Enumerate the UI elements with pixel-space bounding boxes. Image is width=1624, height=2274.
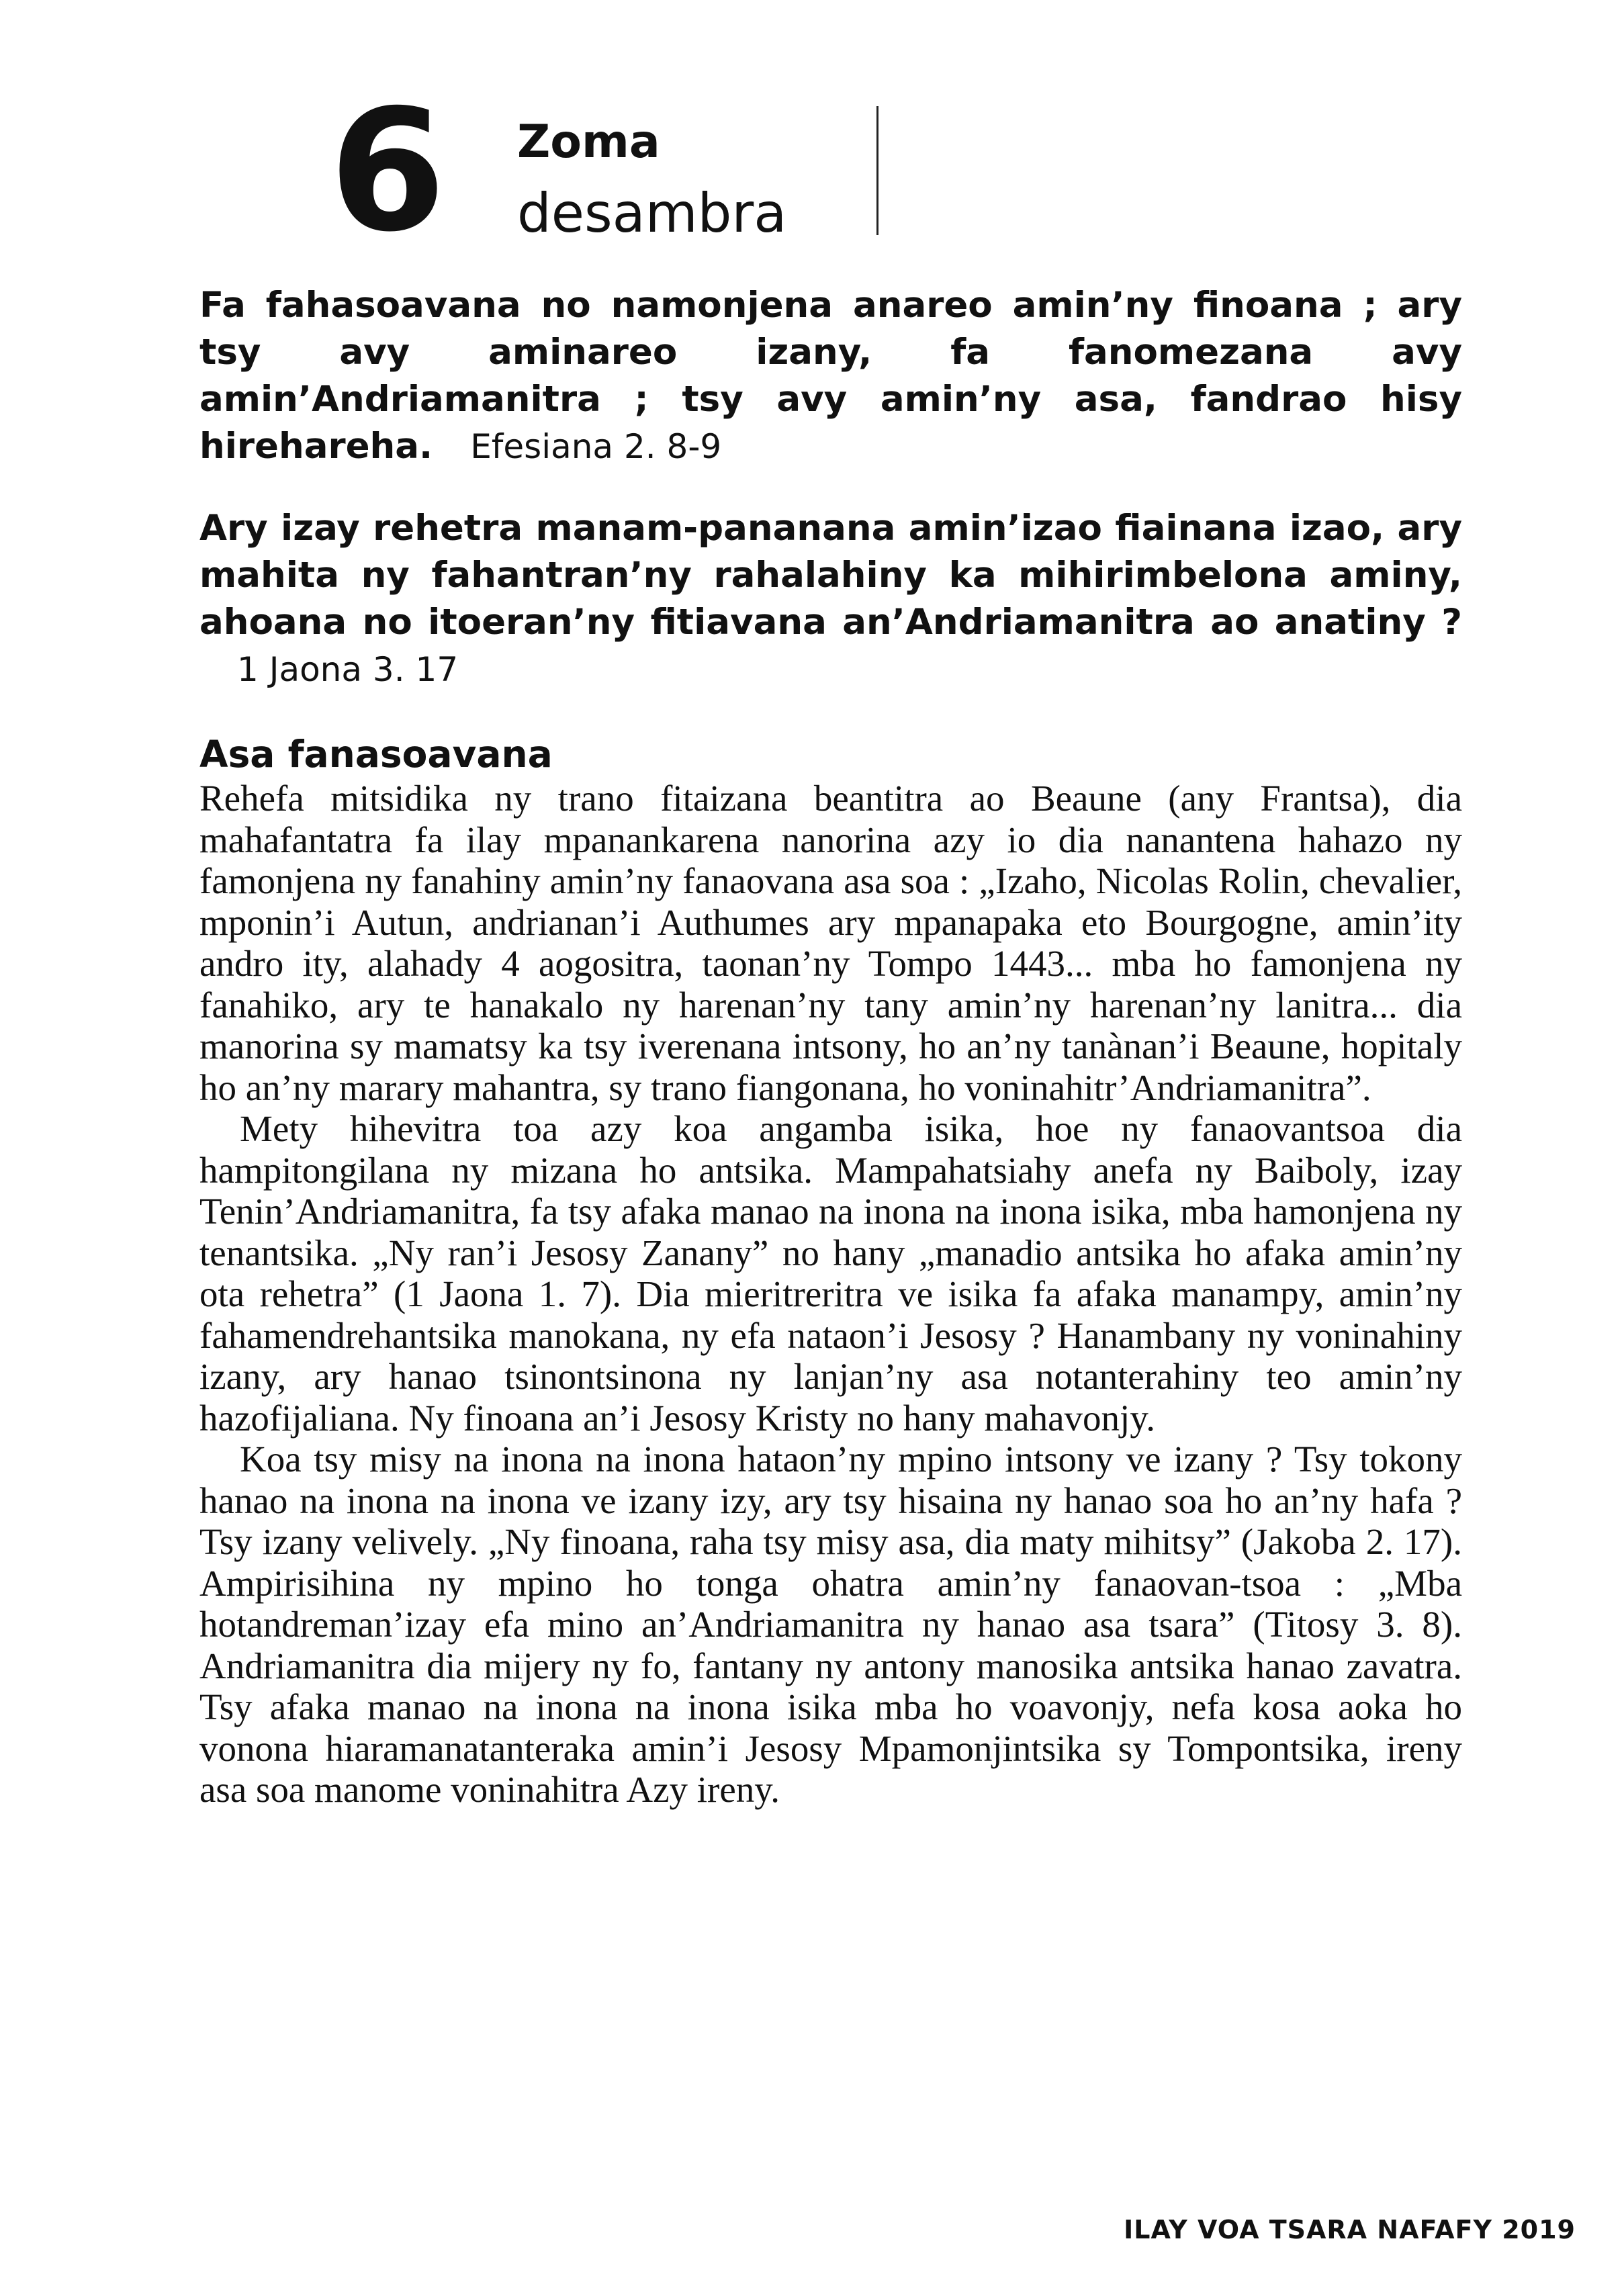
header-divider xyxy=(876,106,878,235)
verse-block-2 xyxy=(199,505,1462,693)
section-title: Asa fanasoavana xyxy=(199,733,553,776)
body-text xyxy=(199,778,1462,1811)
paragraph: Rehefa mitsidika ny trano fitaizana beantitra ao Beaune (any Frantsa), dia mahafantatra fa ilay mpanankarena nanorina azy io dia nanantena hahazo ny famonjena ny fanahiny amin’ny fanaovana asa soa : „Izaho, Nicolas Rolin, chevalier, mponin’i Autun, andrianan’i Authumes ary mpanapaka eto Bourgogne, amin’ity andro ity, alahady 4 aogositra, taonan’ny Tompo 1443... mba ho famonjena ny fanahiko, ary te hanakalo ny harenan’ny tany amin’ny harenan’ny lanitra... dia manorina sy mamatsy ka tsy iverenana intsony, ho an’ny tanànan’i Beaune, hopitaly ho an’ny marary mahantra, sy trano fiangonana, ho voninahitr’Andriamanitra”. xyxy=(199,778,1462,1108)
date-header xyxy=(329,73,893,269)
verse-text: Fa fahasoavana no namonjena anareo amin’ny finoana ; ary tsy avy aminareo izany, fa fanomezana avy amin’Andriamanitra ; tsy avy amin’ny asa, fandrao hisy hirehareha. xyxy=(199,285,1462,467)
verse-1 xyxy=(199,282,1462,470)
month-label: desambra xyxy=(517,182,787,244)
verse-2 xyxy=(199,505,1462,693)
day-number: 6 xyxy=(329,73,442,269)
footer-title: ILAY VOA TSARA NAFAFY 2019 xyxy=(1124,2215,1576,2244)
verse-block-1 xyxy=(199,282,1462,470)
paragraph: Koa tsy misy na inona na inona hataon’ny mpino intsony ve izany ? Tsy tokony hanao na inona na inona ve izany izy, ary tsy hisaina ny hanao soa ho an’ny hafa ? Tsy izany velively. „Ny finoana, raha tsy misy asa, dia maty mihitsy” (Jakoba 2. 17). Ampirisihina ny mpino ho tonga ohatra amin’ny fanaovan-tsoa : „Mba hotandreman’izay efa mino an’Andriamanitra ny hanao asa tsara” (Titosy 3. 8). Andriamanitra dia mijery ny fo, fantany ny antony manosika antsika hanao zavatra. Tsy afaka manao na inona na inona isika mba ho voavonjy, nefa kosa aoka ho vonona hiaramanatanteraka amin’i Jesosy Mpamonjintsika sy Tompontsika, ireny asa soa manome voninahitra Azy ireny. xyxy=(199,1439,1462,1810)
verse-reference: Efesiana 2. 8-9 xyxy=(470,427,722,466)
verse-text: Ary izay rehetra manam-pananana amin’izao fiainana izao, ary mahita ny fahantran’ny rahalahiny ka mihirimbelona aminy, ahoana no itoeran’ny fitiavana an’Andriamanitra ao anatiny ? xyxy=(199,508,1462,643)
paragraph: Mety hihevitra toa azy koa angamba isika, hoe ny fanaovantsoa dia hampitongilana ny mizana ho antsika. Mampahatsiahy anefa ny Baiboly, izay Tenin’Andriamanitra, fa tsy afaka manao na inona na inona isika, mba hamonjena ny tenantsika. „Ny ran’i Jesosy Zanany” no hany „manadio antsika ho afaka amin’ny ota rehetra” (1 Jaona 1. 7). Dia mieritreritra ve isika fa afaka manampy, amin’ny fahamendrehantsika manokana, ny efa nataon’i Jesosy ? Hanambany ny voninahiny izany, ary hanao tsinontsinona ny lanjan’ny asa notanterahiny teo amin’ny hazofijaliana. Ny finoana an’i Jesosy Kristy no hany mahavonjy. xyxy=(199,1108,1462,1439)
verse-reference: 1 Jaona 3. 17 xyxy=(237,650,459,689)
weekday-label: Zoma xyxy=(517,116,660,169)
page-content xyxy=(199,282,1462,1811)
